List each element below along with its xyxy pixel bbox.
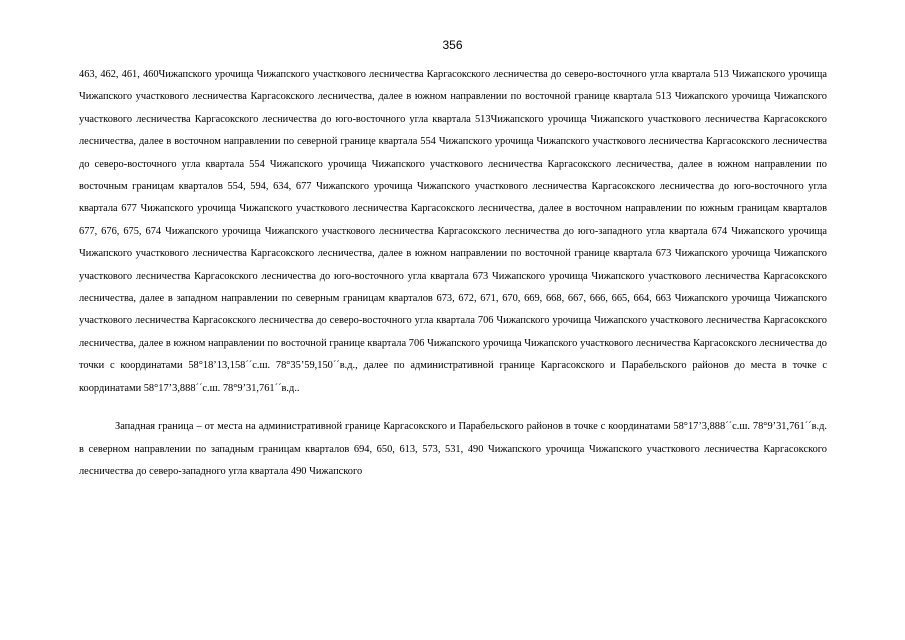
document-body bbox=[79, 64, 827, 483]
page-number: 356 bbox=[442, 38, 463, 52]
paragraph-western-boundary: Западная граница – от места на административной границе Каргасокского и Парабельского районов в точке с координатами 58°17’3,888´´с.ш. 78°9’31,761´´в.д. в северном направлении по западным границам кварталов 694, 650, 613, 573, 531, 490 Чижапского урочища Чижапского участкового лесничества Каргасокского лесничества до северо-западного угла квартала 490 Чижапского bbox=[79, 421, 827, 477]
paragraph-boundary-continuation: 463, 462, 461, 460Чижапского урочища Чижапского участкового лесничества Каргасокского лесничества до северо-восточного угла квартала 513 Чижапского урочища Чижапского участкового лесничества Каргасокского лесничества, далее в южном направлении по восточной границе квартала 513 Чижапского урочища Чижапского участкового лесничества Каргасокского лесничества до юго-восточного угла квартала 513Чижапского урочища Чижапского участкового лесничества Каргасокского лесничества, далее в восточном направлении по северной границе квартала 554 Чижапского урочища Чижапского участкового лесничества Каргасокского лесничества до северо-восточного угла квартала 554 Чижапского урочища Чижапского участкового лесничества Каргасокского лесничества, далее в южном направлении по восточным границам кварталов 554, 594, 634, 677 Чижапского урочища Чижапского участкового лесничества Каргасокского лесничества до юго-восточного угла квартала 677 Чижапского урочища Чижапского участкового лесничества Каргасокского лесничества, далее в восточном направлении по южным границам кварталов 677, 676, 675, 674 Чижапского урочища Чижапского участкового лесничества Каргасокского лесничества до юго-западного угла квартала 674 Чижапского урочища Чижапского участкового лесничества Каргасокского лесничества, далее в южном направлении по восточной границе квартала 673 Чижапского урочища Чижапского участкового лесничества Каргасокского лесничества до юго-восточного угла квартала 673 Чижапского урочища Чижапского участкового лесничества Каргасокского лесничества, далее в западном направлении по северным границам кварталов 673, 672, 671, 670, 669, 668, 667, 666, 665, 664, 663 Чижапского урочища Чижапского участкового лесничества Каргасокского лесничества до северо-восточного угла квартала 706 Чижапского урочища Чижапского участкового лесничества Каргасокского лесничества, далее в южном направлении по восточной границе квартала 706 Чижапского урочища Чижапского участкового лесничества Каргасокского лесничества до точки с координатами 58°18’13,158´´с.ш. 78°35’59,150´´в.д., далее по административной границе Каргасокского и Парабельского районов до места в точке с координатами 58°17’3,888´´с.ш. 78°9’31,761´´в.д.. bbox=[79, 69, 827, 394]
